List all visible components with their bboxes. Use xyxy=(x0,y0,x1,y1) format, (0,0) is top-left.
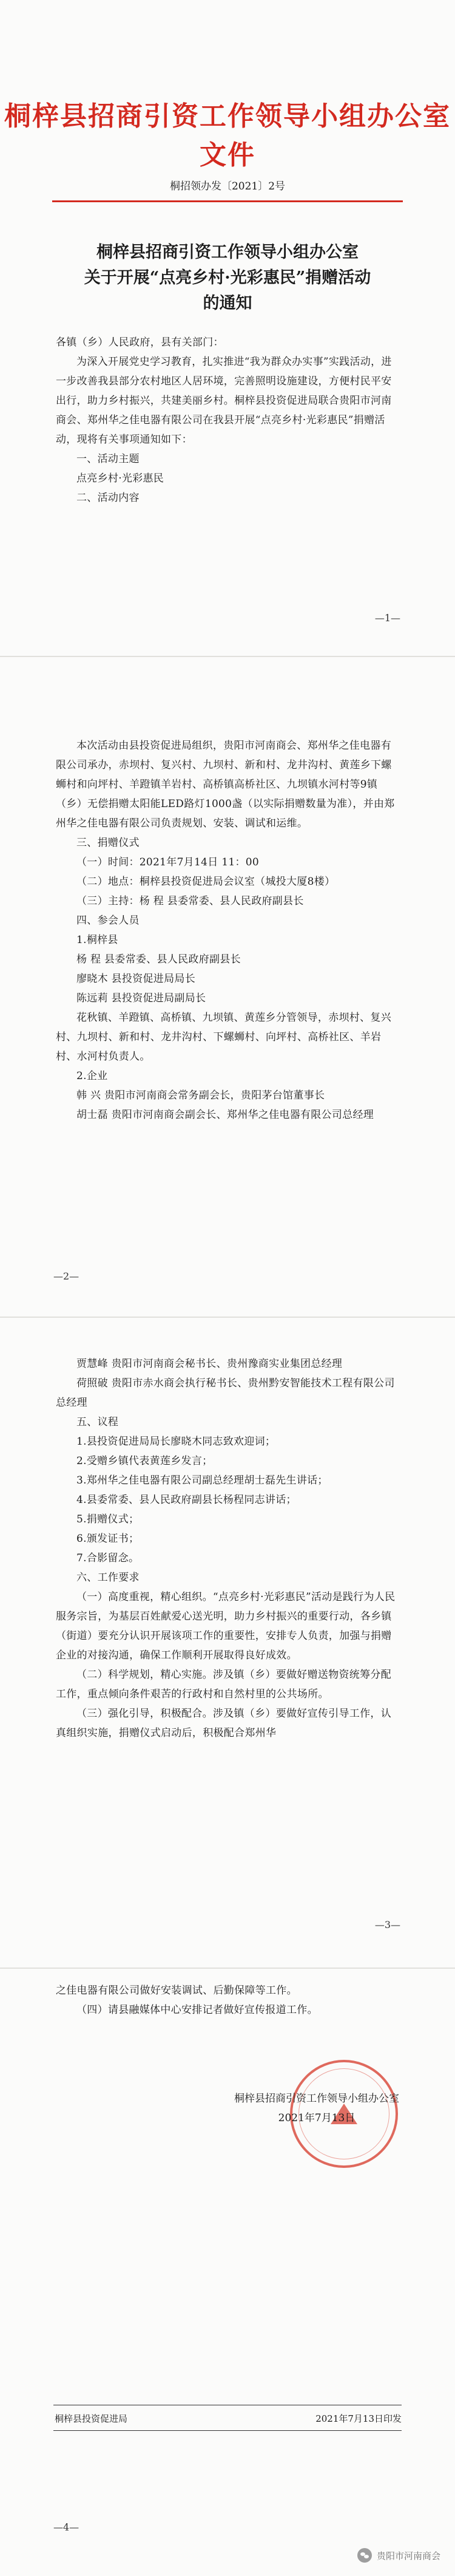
page-3-body xyxy=(56,1354,399,1743)
village-representatives: 花秋镇、羊蹬镇、高桥镇、九坝镇、黄莲乡分管领导，赤坝村、复兴村、九坝村、新和村、龙井沟村、下螺蛳村、向坪村、高桥社区、羊岩村、水河村负责人。 xyxy=(56,1012,391,1063)
ceremony-time: （一）时间：2021年7月14日 11：00 xyxy=(76,856,259,868)
requirement-4: （四）请县融媒体中心安排记者做好宣传报道工作。 xyxy=(76,2004,318,2016)
section-1-heading: 一、活动主题 xyxy=(76,453,140,465)
watermark-text: 贵阳市河南商会 xyxy=(376,2550,440,2561)
page-2-body xyxy=(56,736,399,1125)
ceremony-host: （三）主持：杨 程 县委常委、县人民政府副县长 xyxy=(76,895,304,907)
document-header-title: 桐梓县招商引资工作领导小组办公室文件 xyxy=(4,101,451,171)
requirement-3-continued: 之佳电器有限公司做好安装调试、后勤保障等工作。 xyxy=(56,1985,297,1997)
notice-title xyxy=(55,240,400,316)
county-person-2: 廖晓木 县投资促进局局长 xyxy=(76,973,196,985)
notice-title-line-1: 桐梓县招商引资工作领导小组办公室 xyxy=(96,243,359,262)
notice-title-line-2: 关于开展“点亮乡村·光彩惠民”捐赠活动 xyxy=(84,268,371,287)
footer-issuer: 桐梓县投资促进局 xyxy=(55,2413,128,2424)
wechat-icon xyxy=(357,2548,372,2563)
content-paragraph: 本次活动由县投资促进局组织，贵阳市河南商会、郑州华之佳电器有限公司承办，赤坝村、复兴村、九坝村、新和村、龙井沟村、黄莲乡下螺蛳村和向坪村、羊蹬镇羊岩村、高桥镇高桥社区、九坝镇水河村等9镇（乡）无偿捐赠太阳能LED路灯1000盏（以实际捐赠数量为准），并由郑州华之佳电器有限公司负责规划、安装、调试和运维。 xyxy=(56,740,395,830)
page-3 xyxy=(0,1318,455,1968)
ceremony-place: （二）地点：桐梓县投资促进局会议室（城投大厦8楼） xyxy=(76,876,335,888)
county-person-3: 陈远莉 县投资促进局副局长 xyxy=(76,992,206,1004)
signing-organization: 桐梓县招商引资工作领导小组办公室 xyxy=(234,2093,399,2105)
company-person-1: 韩 兴 贵阳市河南商会常务副会长，贵阳茅台馆董事长 xyxy=(76,1089,325,1102)
signature-block xyxy=(220,2089,414,2128)
page-4 xyxy=(0,1969,455,2576)
requirement-3: （三）强化引导，积极配合。涉及镇（乡）要做好宣传引导工作，认真组织实施，捐赠仪式启动后，积极配合郑州华 xyxy=(56,1708,391,1739)
page-2 xyxy=(0,657,455,1317)
section-6-heading: 六、工作要求 xyxy=(76,1572,140,1584)
wechat-watermark xyxy=(357,2548,440,2563)
section-3-heading: 三、捐赠仪式 xyxy=(76,837,140,849)
signing-date: 2021年7月13日 xyxy=(278,2112,356,2124)
section-5-heading: 五、议程 xyxy=(76,1416,119,1428)
agenda-item-1: 1.县投资促进局局长廖晓木同志致欢迎词； xyxy=(76,1436,276,1448)
county-person-1: 杨 程 县委常委、县人民政府副县长 xyxy=(76,953,241,966)
intro-paragraph: 为深入开展党史学习教育，扎实推进“我为群众办实事”实践活动，进一步改善我县部分农村地区人居环境，完善照明设施建设，方便村民平安出行，助力乡村振兴，共建美丽乡村。桐梓县投资促进局联合贵阳市河南商会、郑州华之佳电器有限公司在我县开展“点亮乡村·光彩惠民”捐赠活动，现将有关事项通知如下： xyxy=(56,356,392,446)
page-number-2: —2— xyxy=(53,1270,79,1282)
agenda-item-6: 6.颁发证书； xyxy=(76,1533,140,1545)
footer-issue-date: 2021年7月13日印发 xyxy=(315,2413,402,2424)
page-4-body xyxy=(56,1981,399,2020)
county-label: 1.桐梓县 xyxy=(76,934,118,946)
section-2-heading: 二、活动内容 xyxy=(76,492,140,504)
footer-rule-bottom xyxy=(53,2430,402,2431)
page-1 xyxy=(0,0,455,656)
company-label: 2.企业 xyxy=(76,1070,108,1082)
page-1-body xyxy=(56,333,399,508)
section-4-heading: 四、参会人员 xyxy=(76,915,140,927)
section-1-body: 点亮乡村·光彩惠民 xyxy=(76,472,164,485)
agenda-item-5: 5.捐赠仪式； xyxy=(76,1513,140,1525)
red-divider xyxy=(52,200,403,202)
page-number-1: —1— xyxy=(374,612,400,624)
requirement-1: （一）高度重视，精心组织。“点亮乡村·光彩惠民”活动是践行为人民服务宗旨，为基层百姓献爱心送光明，助力乡村振兴的重要行动，各乡镇（街道）要充分认识开展该项工作的重要性，安排专人负责，加强与捐赠企业的对接沟通，确保工作顺利开展取得良好成效。 xyxy=(56,1591,396,1661)
agenda-item-2: 2.受赠乡镇代表黄莲乡发言； xyxy=(76,1455,213,1467)
salutation: 各镇（乡）人民政府，县有关部门： xyxy=(56,336,224,349)
requirement-2: （二）科学规划，精心实施。涉及镇（乡）要做好赠送物资统筹分配工作，重点倾向条件艰苦的行政村和自然村里的公共场所。 xyxy=(56,1669,391,1700)
company-person-2: 胡士磊 贵阳市河南商会副会长、郑州华之佳电器有限公司总经理 xyxy=(76,1109,374,1121)
agenda-item-4: 4.县委常委、县人民政府副县长杨程同志讲话； xyxy=(76,1494,297,1506)
page-number-3: —3— xyxy=(374,1919,400,1930)
agenda-item-7: 7.合影留念。 xyxy=(76,1552,140,1564)
document-number: 桐招领办发〔2021〕2号 xyxy=(169,180,286,193)
company-person-4: 荷照破 贵阳市赤水商会执行秘书长、贵州黔安智能技术工程有限公司总经理 xyxy=(56,1377,395,1409)
page-number-4: —4— xyxy=(53,2521,79,2533)
company-person-3: 贾慧峰 贵阳市河南商会秘书长、贵州豫商实业集团总经理 xyxy=(76,1358,343,1370)
notice-title-line-3: 的通知 xyxy=(203,294,252,313)
issuance-footer xyxy=(55,2412,402,2425)
agenda-item-3: 3.郑州华之佳电器有限公司副总经理胡士磊先生讲话； xyxy=(76,1474,328,1487)
